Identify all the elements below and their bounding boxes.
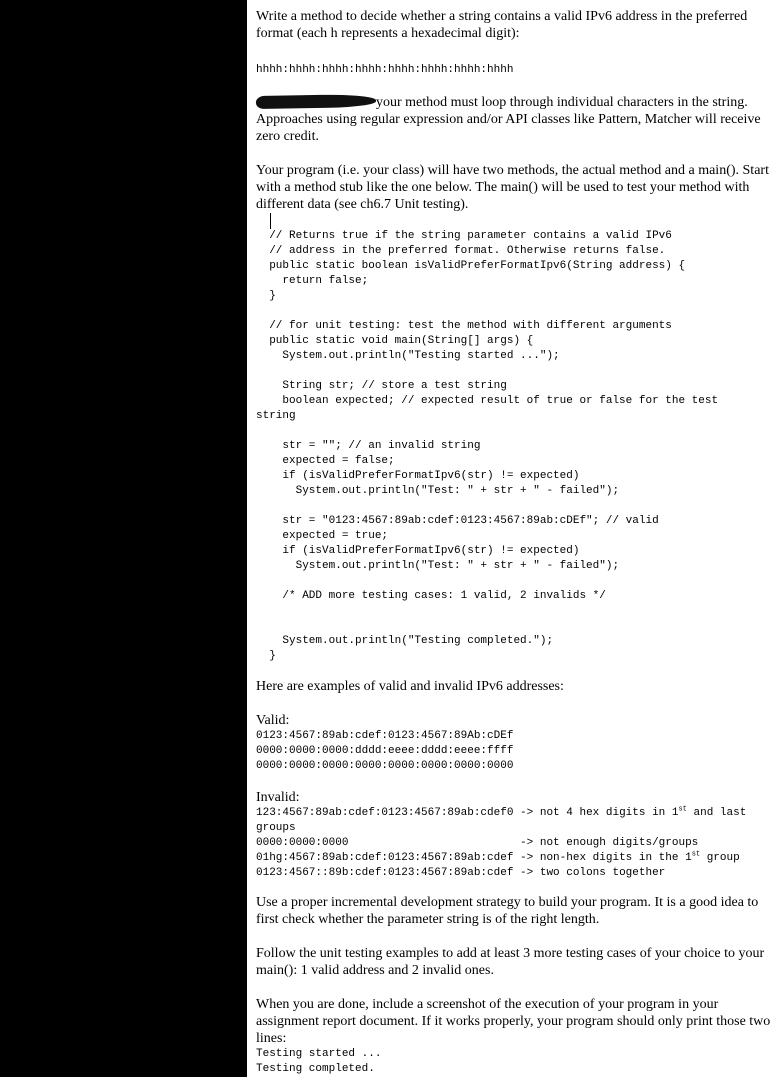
program-description: Your program (i.e. your class) will have two methods, the actual method and a main(). Start with a method stub like the one below. The main() will be used to test your method with different data (see ch6.7 Unit testing). (256, 163, 769, 212)
invalid-example: 123:4567:89ab:cdef:0123:4567:89ab:cdef0 -> not 4 hex digits in 1st and last (256, 805, 747, 819)
intro-paragraph: Write a method to decide whether a string contains a valid IPv6 address in the preferred format (each h represents a hexadecimal digit): (256, 9, 748, 41)
invalid-example: 0000:0000:0000 -> not enough digits/groups (256, 837, 699, 849)
rule-text: your method must loop through individual characters in the string. Approaches using regular expression and/or API classes like Pattern, Matcher will receive zero credit. (256, 95, 761, 144)
rule-paragraph (256, 94, 778, 145)
text-cursor (270, 213, 271, 229)
expected-output (256, 1047, 778, 1077)
invalid-examples-list (256, 806, 778, 881)
valid-examples-list (256, 729, 778, 774)
document-page (247, 0, 778, 1077)
valid-heading: Valid: (256, 713, 290, 728)
done-paragraph: When you are done, include a screenshot of the execution of your program in your assignment report document. If it works properly, your program should only print those two lines: (256, 997, 771, 1046)
invalid-heading: Invalid: (256, 790, 300, 805)
code-stub: // Returns true if the string parameter contains a valid IPv6 // address in the preferred format. Otherwise returns false. public static boolean isValidPreferFormatIpv6(String address) { return false; } // for unit testing: test the method with different arguments public static void main(String[] args) { System.out.println("Testing started ..."); String str; // store a test string boolean expected; // expected result of true or false for the test string str = ""; // an invalid string expected = false; if (isValidPreferFormatIpv6(str) != expected) System.out.println("Test: " + str + " - failed"); str = "0123:4567:89ab:cdef:0123:4567:89ab:cDEf"; // valid expected = true; if (isValidPreferFormatIpv6(str) != expected) System.out.println("Test: " + str + " - failed"); /* ADD more testing cases: 1 valid, 2 invalids */ System.out.println("Testing completed."); } (256, 230, 719, 662)
redaction-scribble (255, 94, 377, 109)
output-line: Testing started ... (256, 1048, 382, 1060)
valid-example: 0123:4567:89ab:cdef:0123:4567:89Ab:cDEf (256, 730, 514, 742)
examples-intro: Here are examples of valid and invalid IPv6 addresses: (256, 679, 564, 694)
strategy-paragraph: Use a proper incremental development strategy to build your program. It is a good idea to first check whether the parameter string is of the right length. (256, 895, 759, 927)
follow-paragraph: Follow the unit testing examples to add at least 3 more testing cases of your choice to your main(): 1 valid address and 2 invalid ones. (256, 946, 765, 978)
format-pattern: hhhh:hhhh:hhhh:hhhh:hhhh:hhhh:hhhh:hhhh (256, 64, 514, 76)
output-line: Testing completed. (256, 1063, 375, 1075)
invalid-example: 0123:4567::89b:cdef:0123:4567:89ab:cdef -> two colons together (256, 867, 666, 879)
invalid-example-continuation: groups (256, 822, 296, 834)
assignment-content (256, 8, 778, 1077)
valid-example: 0000:0000:0000:0000:0000:0000:0000:0000 (256, 760, 514, 772)
invalid-example: 01hg:4567:89ab:cdef:0123:4567:89ab:cdef -> non-hex digits in the 1st group (256, 850, 740, 864)
valid-example: 0000:0000:0000:dddd:eeee:dddd:eeee:ffff (256, 745, 514, 757)
